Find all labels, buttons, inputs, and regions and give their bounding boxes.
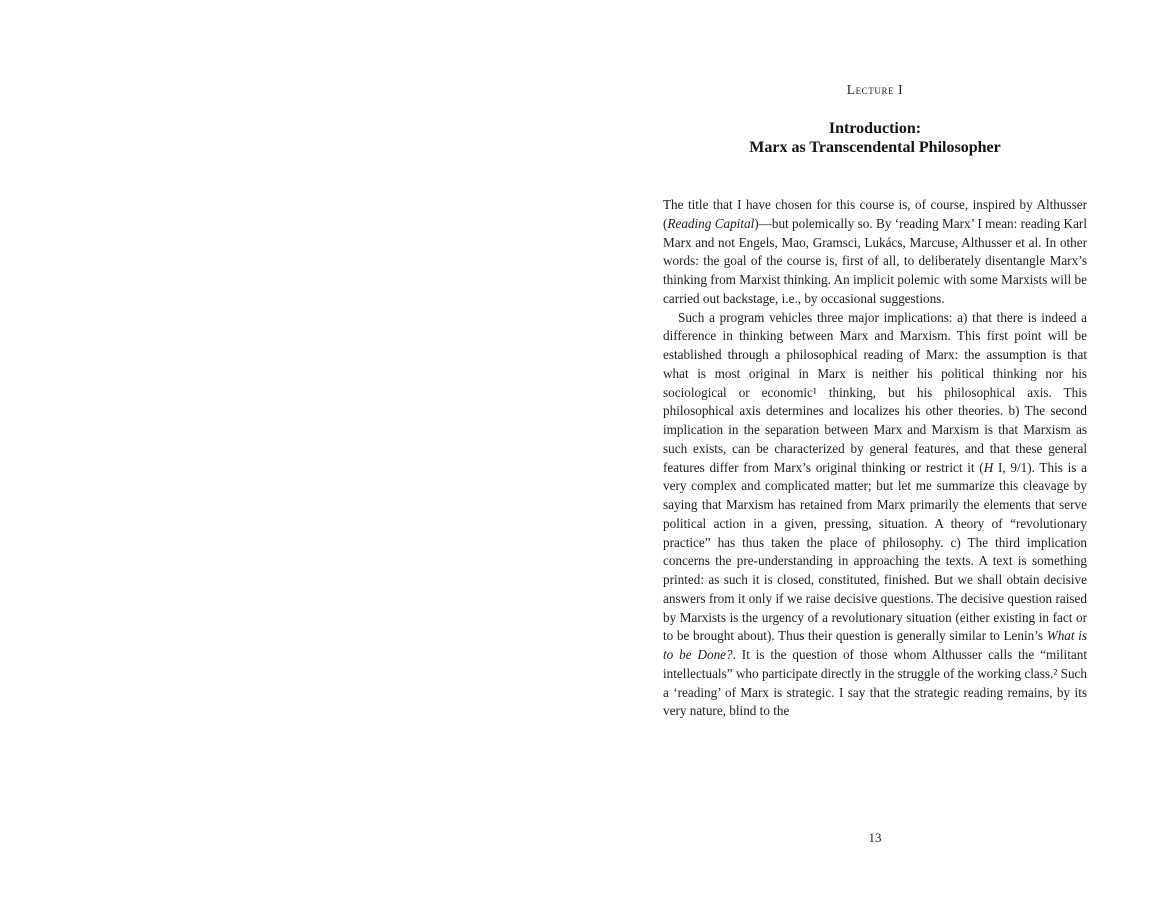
text-run-italic: H: [983, 459, 994, 475]
lecture-number-heading: Lecture I: [846, 82, 904, 97]
text-run: I, 9/1). This is a very complex and complicated matter; but let me summarize this cleavage by saying that Marxism has retained from Marx primarily the elements that serve political action in a given, pressing, situation. A theory of “revolutionary practice” has thus taken the place of philosophy. c) The third implication concerns the pre-understanding in approaching the texts. A text is something printed: as such it is closed, constituted, finished. But we shall obtain decisive answers from it only if we raise decisive questions. The decisive question raised by Marxists is the urgency of a revolutionary situation (either existing in fact or to be brought about). Thus their question is generally similar to Lenin’s: [663, 459, 1087, 644]
text-column: [663, 82, 1087, 845]
chapter-title: [663, 119, 1087, 157]
chapter-title-line-1: Introduction:: [828, 120, 922, 137]
paragraph: [663, 196, 1087, 309]
text-run: The title that I have chosen for this course is, of course, inspired by Althusser (: [663, 197, 1087, 231]
paragraph: [663, 309, 1087, 722]
page-number: 13: [868, 830, 882, 845]
body-text: [663, 196, 1087, 721]
text-run: . It is the question of those whom Althusser calls the “militant intellectuals” who participate directly in the struggle of the working class.² Such a ‘reading’ of Marx is strategic. I say that the strategic reading remains, by its very nature, blind to the: [663, 647, 1087, 719]
chapter-title-line-2: Marx as Transcendental Philosopher: [749, 139, 1001, 156]
text-run-italic: What is to be Done?: [663, 628, 1087, 662]
text-run: Such a program vehicles three major implications: a) that there is indeed a difference in thinking between Marx and Marxism. This first point will be established through a philosophical reading of Marx: the assumption is that what is most original in Marx is neither his political thinking nor his sociological or economic¹ thinking, but his philosophical axis. This philosophical axis determines and localizes his other theories. b) The second implication in the separation between Marx and Marxism is that Marxism as such exists, can be characterized by general features, and that these general features differ from Marx’s original thinking or restrict it (: [663, 309, 1087, 475]
text-run-italic: Reading Capital: [667, 215, 755, 231]
text-run: )—but polemically so. By ‘reading Marx’ I mean: reading Karl Marx and not Engels, Mao, Gramsci, Lukács, Marcuse, Althusser et al. In other words: the goal of the course is, first of all, to deliberately disentangle Marx’s thinking from Marxist thinking. An implicit polemic with some Marxists will be carried out backstage, i.e., by occasional suggestions.: [663, 215, 1087, 306]
